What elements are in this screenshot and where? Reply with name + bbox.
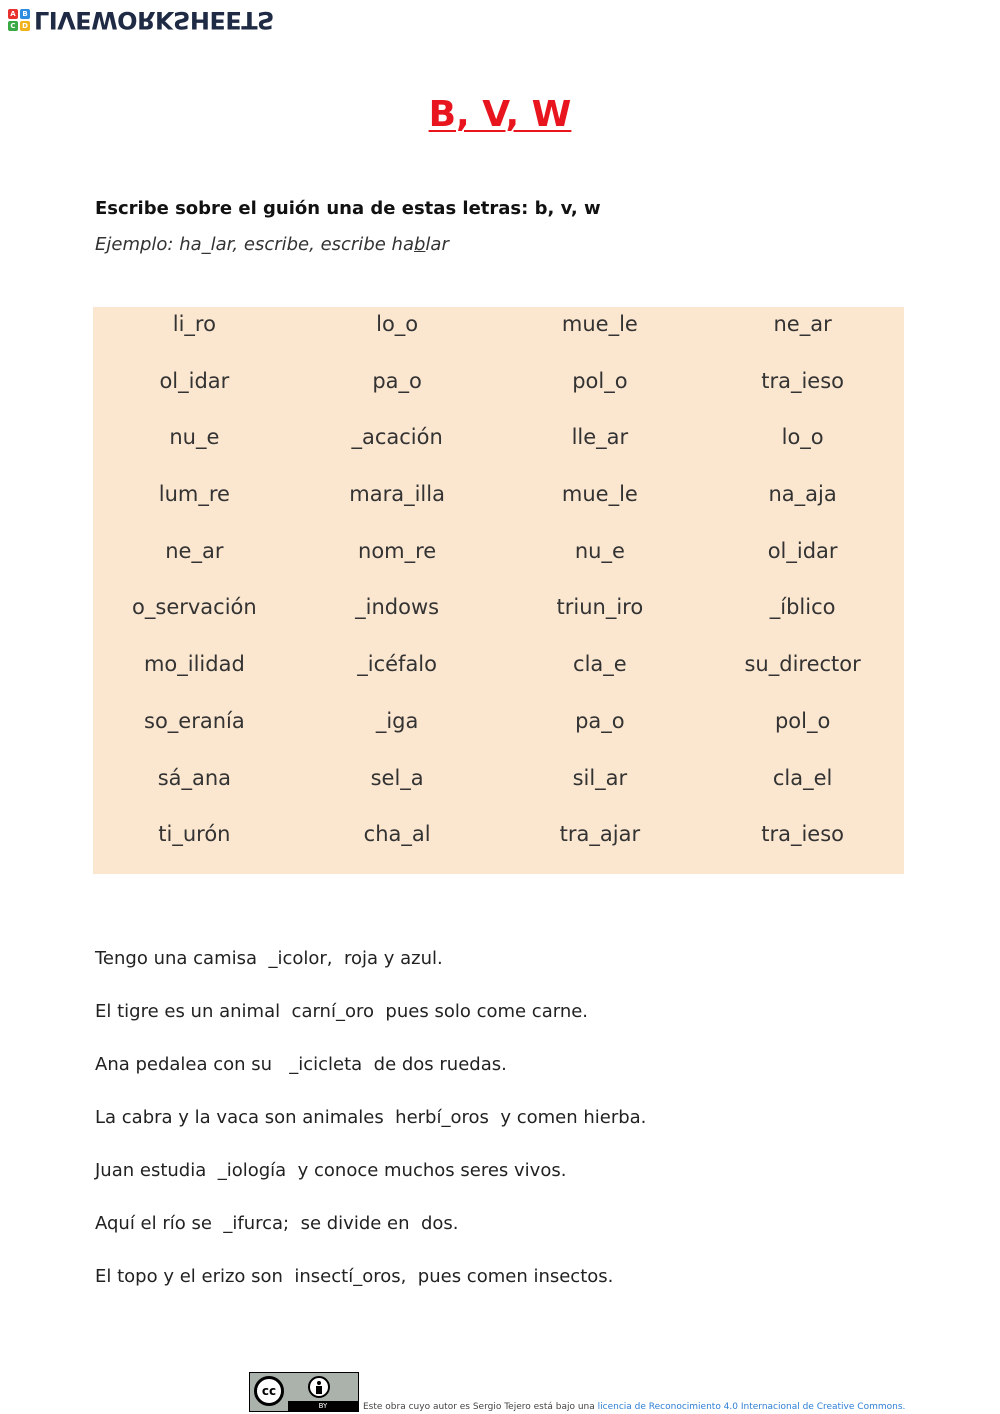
word-item[interactable]: lo_o	[376, 312, 419, 336]
person-icon	[308, 1376, 330, 1398]
license-link[interactable]: licencia de Reconocimiento 4.0 Internacional de Creative Commons.	[597, 1402, 906, 1412]
word-item[interactable]: li_ro	[172, 312, 216, 336]
word-item[interactable]: tra_ajar	[559, 822, 641, 847]
word-item[interactable]: nu_e	[169, 425, 220, 450]
example-suffix: lar	[425, 234, 449, 255]
word-item[interactable]: _íblico	[769, 595, 836, 620]
example-line	[95, 234, 449, 255]
word-item[interactable]: sá_ana	[157, 765, 232, 790]
word-item[interactable]: ne_ar	[773, 312, 832, 336]
word-item[interactable]: pa_o	[575, 708, 625, 733]
liveworksheets-logo	[8, 6, 274, 34]
sentence-item[interactable]: Ana pedalea con su _icicleta de dos ruedas.	[95, 1054, 507, 1075]
word-item[interactable]: pa_o	[372, 368, 422, 393]
word-item[interactable]: su_director	[744, 652, 861, 677]
word-item[interactable]: lo_o	[781, 425, 824, 450]
sentence-list	[95, 944, 915, 1315]
word-item[interactable]: nom_re	[358, 538, 437, 563]
sentence-item[interactable]: El tigre es un animal carní_oro pues solo come carne.	[95, 1001, 589, 1022]
logo-squares	[8, 9, 30, 31]
license-statement: Este obra cuyo autor es Sergio Tejero está bajo una	[363, 1402, 598, 1412]
word-item[interactable]: pol_o	[572, 368, 628, 393]
word-item[interactable]: ne_ar	[165, 538, 224, 563]
sentence-item[interactable]: Tengo una camisa _icolor, roja y azul.	[95, 948, 443, 969]
word-item[interactable]: tra_ieso	[761, 822, 845, 847]
sentence-item[interactable]: El topo y el erizo son insectí_oros, pues comen insectos.	[95, 1266, 614, 1287]
word-grid	[93, 307, 904, 874]
word-item[interactable]: ti_urón	[158, 822, 231, 847]
cc-by-badge[interactable]	[249, 1372, 359, 1412]
word-item[interactable]: cla_e	[573, 652, 627, 677]
word-item[interactable]: lle_ar	[571, 425, 629, 450]
word-item[interactable]: nu_e	[574, 538, 625, 563]
word-item[interactable]: mara_illa	[349, 482, 445, 507]
word-item[interactable]: mo_ilidad	[143, 652, 245, 677]
cc-icon: cc	[254, 1376, 284, 1406]
license-text	[363, 1402, 905, 1412]
page-title: B, V, W	[428, 94, 572, 135]
word-item[interactable]: _indows	[355, 595, 440, 620]
sentence-item[interactable]: Juan estudia _iología y conoce muchos seres vivos.	[95, 1160, 567, 1181]
logo-square: D	[20, 21, 30, 31]
instructions: Escribe sobre el guión una de estas letras: b, v, w	[95, 198, 601, 219]
word-item[interactable]: sel_a	[370, 765, 424, 790]
word-item[interactable]: o_servación	[132, 595, 257, 620]
by-label: BY	[288, 1401, 358, 1411]
word-item[interactable]: lum_re	[158, 482, 230, 507]
word-item[interactable]: pol_o	[774, 708, 831, 733]
word-item[interactable]: ol_idar	[767, 538, 838, 563]
example-prefix: Ejemplo: ha_lar, escribe, escribe ha	[95, 234, 414, 255]
logo-text: LIVEWORKSHEETS	[34, 6, 274, 34]
word-item[interactable]: cla_el	[772, 765, 833, 790]
sentence-item[interactable]: La cabra y la vaca son animales herbí_oros y comen hierba.	[95, 1107, 647, 1128]
word-item[interactable]: _acación	[351, 425, 443, 450]
word-item[interactable]: na_aja	[768, 482, 837, 507]
word-item[interactable]: triun_iro	[556, 595, 644, 620]
word-item[interactable]: so_eranía	[144, 708, 245, 733]
word-item[interactable]: _iga	[375, 708, 419, 733]
sentence-item[interactable]: Aquí el río se _ifurca; se divide en dos.	[95, 1213, 459, 1234]
example-underlined-letter: b	[413, 234, 426, 255]
word-item[interactable]: ol_idar	[159, 368, 230, 393]
word-item[interactable]: tra_ieso	[761, 368, 845, 393]
logo-square: C	[8, 21, 18, 31]
logo-square: B	[20, 9, 30, 19]
word-item[interactable]: cha_al	[363, 822, 431, 847]
word-item[interactable]: mue_le	[561, 482, 638, 507]
logo-square: A	[8, 9, 18, 19]
word-item[interactable]: mue_le	[561, 312, 638, 336]
word-item[interactable]: _icéfalo	[357, 652, 437, 677]
word-item[interactable]: sil_ar	[572, 765, 628, 790]
license-footer	[249, 1372, 909, 1412]
